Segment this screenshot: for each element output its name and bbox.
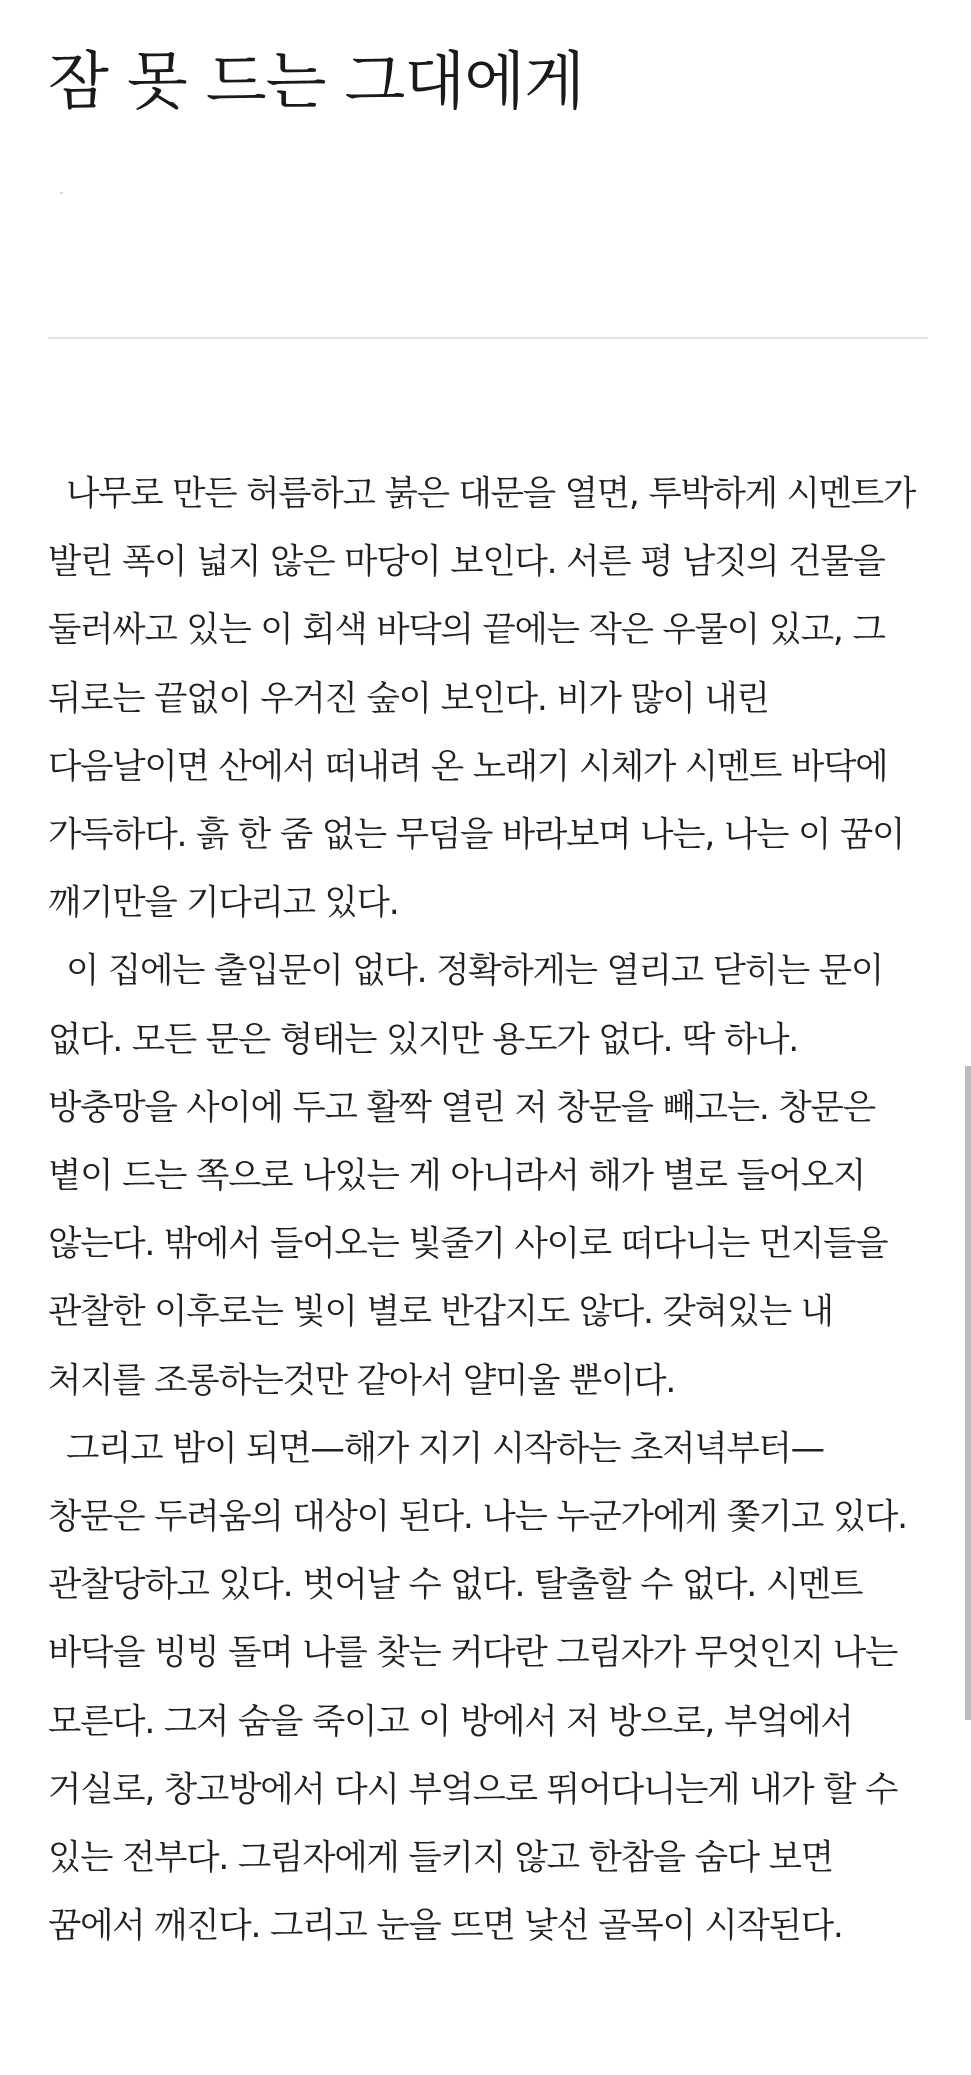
paragraph-3: 그리고 밤이 되면—해가 지기 시작하는 초저녁부터— 창문은 두려움의 대상이 된다. 나는 누군가에게 쫓기고 있다. 관찰당하고 있다. 벗어날 수 없다. 탈출할 수 없다. 시멘트 바닥을 빙빙 돌며 나를 찾는 커다란 그림자가 무엇인지 나는 모른다. 그저 숨을 죽이고 이 방에서 저 방으로, 부엌에서 거실로, 창고방에서 다시 부엌으로 뛰어다니는게 내가 할 수 있는 전부다. 그림자에게 들키지 않고 한참을 숨다 보면 꿈에서 깨진다. 그리고 눈을 뜨면 낯선 골목이 시작된다. <box>48 1428 907 1947</box>
vertical-scrollbar[interactable] <box>965 0 971 2075</box>
paragraph-1: 나무로 만든 허름하고 붉은 대문을 열면, 투박하게 시멘트가 발린 폭이 넓지 않은 마당이 보인다. 서른 평 남짓의 건물을 둘러싸고 있는 이 회색 바닥의 끝에는 작은 우물이 있고, 그 뒤로는 끝없이 우거진 숲이 보인다. 비가 많이 내린 다음날이면 산에서 떠내려 온 노래기 시체가 시멘트 바닥에 가득하다. 흙 한 줌 없는 무덤을 바라보며 나는, 나는 이 꿈이 깨기만을 기다리고 있다. <box>48 474 916 924</box>
title-divider <box>48 337 928 339</box>
paragraph-2: 이 집에는 출입문이 없다. 정확하게는 열리고 닫히는 문이 없다. 모든 문은 형태는 있지만 용도가 없다. 딱 하나. 방충망을 사이에 두고 활짝 열린 저 창문을 빼고는. 창문은 볕이 드는 쪽으로 나있는 게 아니라서 해가 별로 들어오지 않는다. 밖에서 들어오는 빛줄기 사이로 떠다니는 먼지들을 관찰한 이후로는 빛이 별로 반갑지도 않다. 갖혀있는 내 처지를 조롱하는것만 같아서 얄미울 뿐이다. <box>48 951 888 1401</box>
title-decoration <box>60 192 63 194</box>
article <box>48 0 928 1947</box>
scrollbar-thumb[interactable] <box>965 1066 971 1720</box>
article-title: 잠 못 드는 그대에게 <box>48 45 584 118</box>
article-body <box>48 460 928 1960</box>
